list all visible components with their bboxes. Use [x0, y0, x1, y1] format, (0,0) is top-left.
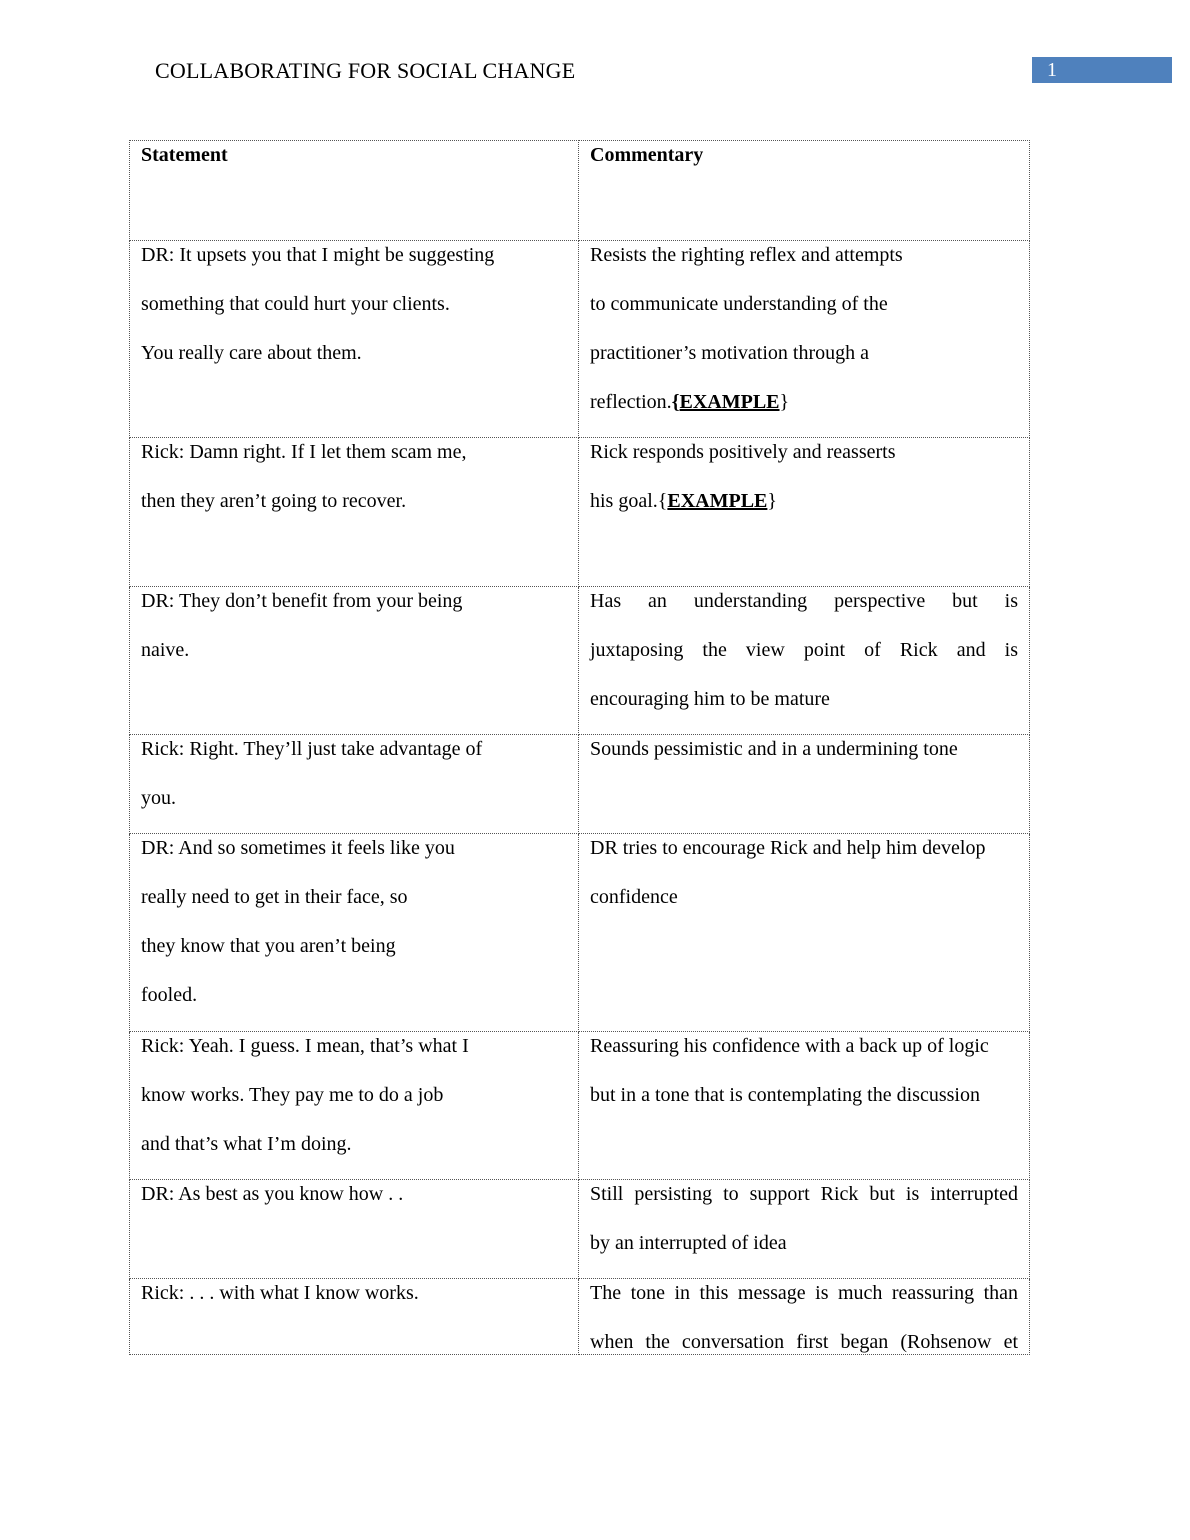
statement-line: You really care about them.	[141, 342, 362, 364]
commentary-line: to communicate understanding of the	[590, 293, 888, 315]
table-row	[130, 241, 1030, 438]
statement-cell	[130, 1279, 579, 1355]
commentary-cell	[579, 834, 1030, 1032]
commentary-line: DR tries to encourage Rick and help him develop	[590, 837, 986, 859]
commentary-line: practitioner’s motivation through a	[590, 342, 870, 364]
commentary-cell	[579, 1279, 1030, 1355]
statement-line: really need to get in their face, so	[141, 886, 408, 908]
statement-line: DR: As best as you know how . .	[141, 1183, 404, 1205]
example-marker: EXAMPLE	[679, 391, 780, 413]
statement-cell	[130, 587, 579, 735]
statement-commentary-table	[129, 140, 1030, 1355]
example-close-brace: }	[779, 391, 790, 413]
commentary-cell	[579, 1032, 1030, 1180]
statement-cell	[130, 438, 579, 587]
statement-line: know works. They pay me to do a job	[141, 1084, 444, 1106]
table-row	[130, 834, 1030, 1032]
commentary-cell	[579, 735, 1030, 834]
commentary-line: but in a tone that is contemplating the discussion	[590, 1084, 980, 1106]
statement-line: something that could hurt your clients.	[141, 293, 450, 315]
statement-line: they know that you aren’t being	[141, 935, 396, 957]
table-row	[130, 1279, 1030, 1355]
statement-line: DR: It upsets you that I might be suggesting	[141, 244, 495, 266]
commentary-cell	[579, 241, 1030, 438]
commentary-line: juxtaposing the view point of Rick and is	[590, 639, 1018, 661]
statement-line: then they aren’t going to recover.	[141, 490, 407, 512]
running-head: COLLABORATING FOR SOCIAL CHANGE	[155, 58, 576, 83]
commentary-line: Has an understanding perspective but is	[590, 590, 1018, 612]
statement-line: you.	[141, 787, 176, 809]
statement-line: fooled.	[141, 984, 198, 1006]
table-row	[130, 735, 1030, 834]
statement-cell	[130, 1180, 579, 1279]
example-open-brace: {	[657, 490, 668, 512]
example-close-brace: }	[767, 490, 777, 512]
commentary-line: Still persisting to support Rick but is interrupted	[590, 1183, 1018, 1205]
commentary-line: Resists the righting reflex and attempts	[590, 244, 903, 266]
commentary-line: by an interrupted of idea	[590, 1232, 787, 1254]
table-row	[130, 587, 1030, 735]
statement-line: Rick: Right. They’ll just take advantage of	[141, 738, 483, 760]
statement-cell	[130, 1032, 579, 1180]
commentary-header-cell	[579, 141, 1030, 241]
statement-header: Statement	[141, 144, 228, 166]
statement-line: naive.	[141, 639, 190, 661]
table-row	[130, 1032, 1030, 1180]
example-open-brace: {	[671, 391, 680, 413]
commentary-line: Reassuring his confidence with a back up of logic	[590, 1035, 989, 1057]
statement-line: and that’s what I’m doing.	[141, 1133, 352, 1155]
statement-line: Rick: . . . with what I know works.	[141, 1282, 419, 1304]
statement-cell	[130, 241, 579, 438]
commentary-line: when the conversation first began (Rohsenow et	[590, 1331, 1018, 1353]
example-marker: EXAMPLE	[667, 490, 768, 512]
statement-cell	[130, 834, 579, 1032]
page-number: 1	[1032, 57, 1172, 83]
commentary-line: Sounds pessimistic and in a undermining tone	[590, 738, 958, 760]
commentary-cell	[579, 438, 1030, 587]
table-row	[130, 1180, 1030, 1279]
table-row	[130, 438, 1030, 587]
table-header-row	[130, 141, 1030, 241]
commentary-line	[590, 487, 1018, 536]
commentary-cell	[579, 1180, 1030, 1279]
statement-line: DR: And so sometimes it feels like you	[141, 837, 455, 859]
commentary-line: confidence	[590, 886, 678, 908]
commentary-line	[590, 388, 1018, 437]
commentary-text: his goal.	[590, 490, 658, 512]
commentary-cell	[579, 587, 1030, 735]
commentary-line: Rick responds positively and reasserts	[590, 441, 896, 463]
statement-line: Rick: Damn right. If I let them scam me,	[141, 441, 467, 463]
commentary-text: reflection.	[590, 391, 672, 413]
commentary-header: Commentary	[590, 144, 704, 166]
statement-line: Rick: Yeah. I guess. I mean, that’s what I	[141, 1035, 469, 1057]
commentary-line: encouraging him to be mature	[590, 688, 830, 710]
commentary-line: The tone in this message is much reassuring than	[590, 1282, 1018, 1304]
statement-line: DR: They don’t benefit from your being	[141, 590, 463, 612]
statement-header-cell	[130, 141, 579, 241]
statement-cell	[130, 735, 579, 834]
